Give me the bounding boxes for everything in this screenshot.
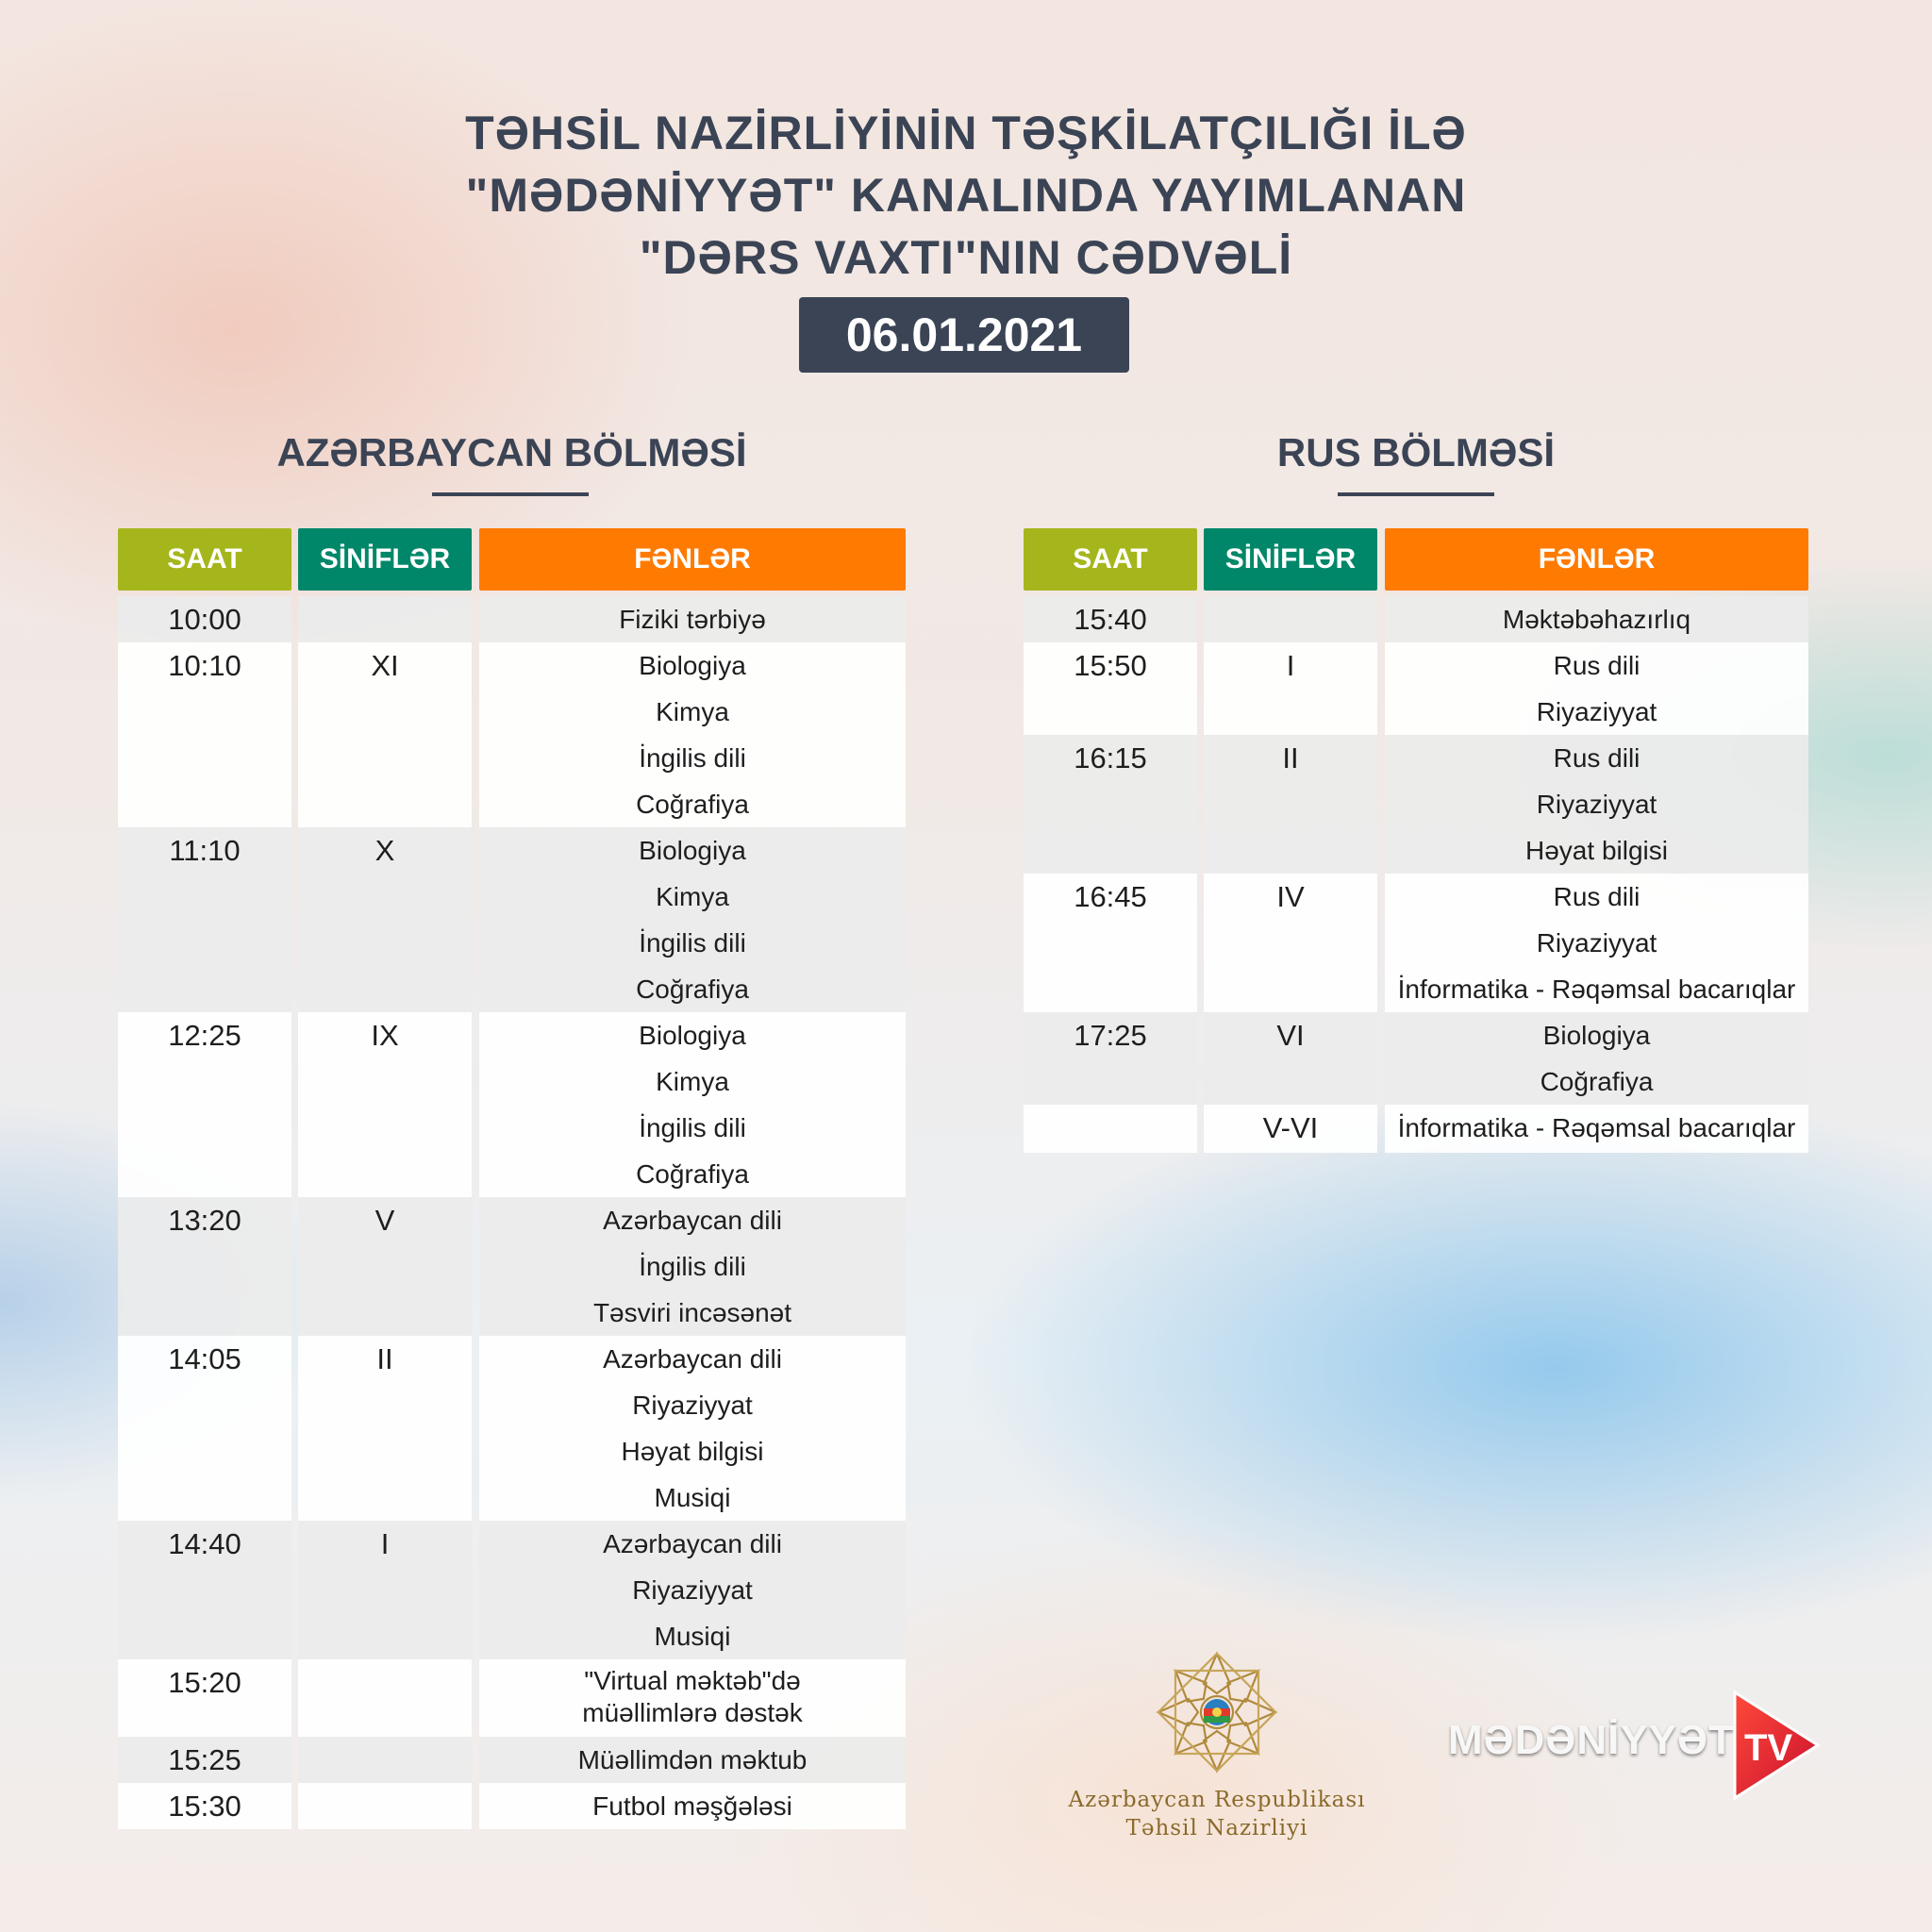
ru-header-sinifler: SİNİFLƏR: [1204, 528, 1377, 591]
page-title: [0, 102, 1932, 289]
az-section-underline: [432, 492, 589, 496]
az-subject-cell: Coğrafiya: [636, 974, 749, 1004]
az-subject-cell: İngilis dili: [639, 1113, 746, 1142]
az-table-row: [118, 1659, 906, 1737]
ru-section-underline: [1338, 492, 1494, 496]
ru-class-cell: I: [1286, 649, 1295, 682]
az-time-cell: 13:20: [168, 1204, 242, 1237]
az-subject-cell: Kimya: [656, 882, 729, 911]
ru-header-saat: SAAT: [1024, 528, 1197, 591]
az-subject-cell: İngilis dili: [639, 743, 746, 773]
ru-header-fennler: FƏNLƏR: [1385, 528, 1808, 591]
ru-subject-cell: Coğrafiya: [1540, 1067, 1654, 1096]
az-header-fennler: FƏNLƏR: [479, 528, 906, 591]
ru-class-cell: IV: [1276, 880, 1305, 913]
ru-class-cell: VI: [1276, 1019, 1305, 1052]
az-table-row: [118, 1737, 906, 1783]
title-line-1: TƏHSİL NAZİRLİYİNİN TƏŞKİLATÇILIĞI İLƏ: [465, 107, 1467, 159]
ru-table-row: [1024, 642, 1808, 735]
az-schedule-table: [118, 528, 906, 1844]
ru-table-row: [1024, 596, 1808, 642]
ru-subject-cell: Riyaziyyat: [1536, 928, 1657, 958]
az-subject-cell: Kimya: [656, 1067, 729, 1096]
az-table-row: [118, 1197, 906, 1336]
az-subject-cell: Riyaziyyat: [632, 1575, 753, 1605]
az-time-cell: 14:40: [168, 1527, 242, 1560]
az-time-cell: 10:10: [168, 649, 242, 682]
az-subject-cell: Riyaziyyat: [632, 1391, 753, 1420]
az-subject-cell: Kimya: [656, 697, 729, 726]
ru-time-cell: 15:50: [1074, 649, 1147, 682]
az-subject-cell: Azərbaycan dili: [603, 1344, 782, 1374]
ru-subject-cell: Məktəbəhazırlıq: [1502, 605, 1691, 634]
ru-schedule-table: [1024, 528, 1808, 1170]
az-table-row: [118, 827, 906, 1012]
az-subject-cell: Futbol məşğələsi: [592, 1791, 792, 1821]
az-subject-cell: Coğrafiya: [636, 1159, 749, 1189]
az-subject-cell: Musiqi: [654, 1622, 731, 1651]
az-subject-cell: Biologiya: [639, 651, 746, 680]
az-header-saat: SAAT: [118, 528, 291, 591]
az-table-row: [118, 1336, 906, 1521]
az-subject-cell: Azərbaycan dili: [603, 1206, 782, 1235]
ru-subject-cell: Həyat bilgisi: [1525, 836, 1668, 865]
az-subject-cell: Həyat bilgisi: [621, 1437, 764, 1466]
az-time-cell: 15:20: [168, 1666, 242, 1699]
az-time-cell: 15:25: [168, 1743, 242, 1776]
az-subject-cell: "Virtual məktəb"də müəllimlərə dəstək: [582, 1666, 803, 1727]
ministry-emblem-icon: [1057, 1646, 1377, 1788]
ru-table-row: [1024, 735, 1808, 874]
ru-class-cell: V-VI: [1262, 1111, 1319, 1144]
az-subject-cell: Coğrafiya: [636, 790, 749, 819]
az-subject-cell: Biologiya: [639, 836, 746, 865]
az-table-row: [118, 1783, 906, 1829]
ru-subject-cell: Rus dili: [1553, 651, 1641, 680]
ru-time-cell: 17:25: [1074, 1019, 1147, 1052]
ministry-name-line-1: Azərbaycan Respublikası: [1068, 1788, 1366, 1812]
az-table-row: [118, 1012, 906, 1197]
az-class-cell: XI: [371, 649, 399, 682]
az-class-cell: II: [376, 1342, 393, 1375]
az-subject-cell: Fiziki tərbiyə: [619, 605, 766, 634]
ru-cell-bg: [1204, 596, 1377, 642]
az-cell-bg: [298, 1737, 472, 1783]
az-subject-cell: Azərbaycan dili: [603, 1529, 782, 1558]
ru-table-row: [1024, 1012, 1808, 1105]
ru-section-title: RUS BÖLMƏSİ: [1276, 430, 1556, 475]
ru-subject-cell: İnformatika - Rəqəmsal bacarıqlar: [1397, 1113, 1796, 1142]
az-header-sinifler: SİNİFLƏR: [298, 528, 472, 591]
ru-table-row: [1024, 874, 1808, 1012]
ru-subject-cell: Biologiya: [1542, 1021, 1651, 1050]
ru-subject-cell: Rus dili: [1553, 882, 1641, 911]
ru-class-cell: II: [1282, 741, 1299, 774]
ru-subject-cell: Riyaziyyat: [1536, 790, 1657, 819]
tv-brand-text: MƏDƏNİYYƏT: [1448, 1717, 1735, 1763]
medeniyyet-tv-logo: [1448, 1689, 1816, 1802]
ru-subject-cell: İnformatika - Rəqəmsal bacarıqlar: [1397, 974, 1796, 1004]
az-class-cell: V: [375, 1204, 395, 1237]
az-cell-bg: [298, 1659, 472, 1737]
az-class-cell: X: [375, 834, 395, 867]
tv-suffix-text: TV: [1744, 1727, 1793, 1769]
ru-subject-cell: Riyaziyyat: [1536, 697, 1657, 726]
az-cell-bg: [298, 596, 472, 642]
az-subject-cell: Təsviri incəsənət: [592, 1298, 792, 1327]
az-cell-bg: [298, 1783, 472, 1829]
play-triangle-icon: [1729, 1689, 1824, 1802]
ru-cell-bg: [1024, 1105, 1197, 1153]
ru-table-row: [1024, 1105, 1808, 1153]
ru-time-cell: 15:40: [1074, 603, 1147, 636]
title-line-2: "MƏDƏNİYYƏT" KANALINDA YAYIMLANAN: [465, 169, 1467, 222]
az-class-cell: I: [380, 1527, 390, 1560]
ru-time-cell: 16:15: [1074, 741, 1147, 774]
ru-subject-cell: Rus dili: [1553, 743, 1641, 773]
az-subject-cell: İngilis dili: [639, 1252, 746, 1281]
az-time-cell: 10:00: [168, 603, 242, 636]
title-line-3: "DƏRS VAXTI"NIN CƏDVƏLİ: [639, 231, 1293, 284]
ru-time-cell: 16:45: [1074, 880, 1147, 913]
ministry-logo: [1057, 1646, 1377, 1844]
az-table-row: [118, 642, 906, 827]
az-subject-cell: Musiqi: [654, 1483, 731, 1512]
az-table-row: [118, 596, 906, 642]
az-subject-cell: Biologiya: [639, 1021, 746, 1050]
az-time-cell: 11:10: [169, 834, 241, 867]
az-subject-cell: İngilis dili: [639, 928, 746, 958]
date-badge: 06.01.2021: [799, 297, 1129, 373]
az-class-cell: IX: [371, 1019, 399, 1052]
az-table-row: [118, 1521, 906, 1659]
az-time-cell: 15:30: [168, 1790, 242, 1823]
az-time-cell: 12:25: [168, 1019, 242, 1052]
az-time-cell: 14:05: [168, 1342, 242, 1375]
ministry-name-line-2: Təhsil Nazirliyi: [1125, 1816, 1308, 1840]
az-section-title: AZƏRBAYCAN BÖLMƏSİ: [276, 430, 747, 475]
az-subject-cell: Müəllimdən məktub: [577, 1745, 808, 1774]
